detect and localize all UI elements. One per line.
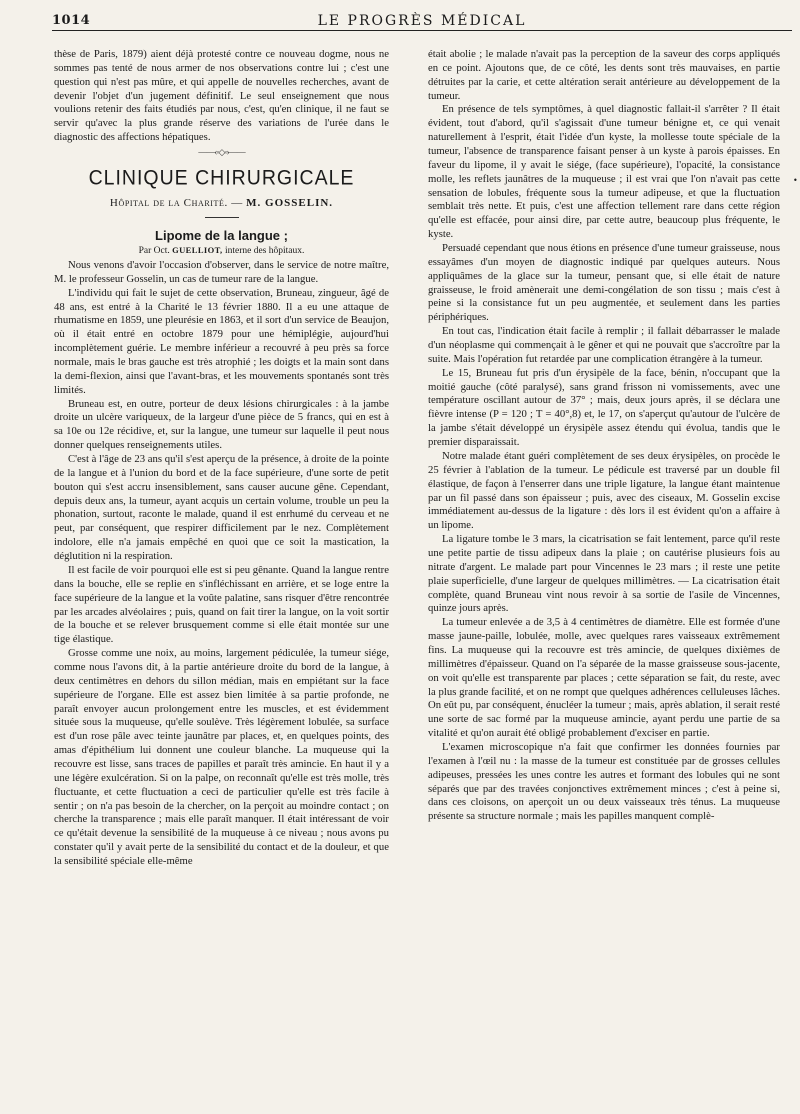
body-paragraph: Persuadé cependant que nous étions en présence d'une tumeur graisseuse, nous essayâmes d'un moyen de diagnostic indiqué par quelques auteurs. Nous appliquâmes de la glace sur la tumeur, pensant que, si elle était de nature graisseuse, le froid amènerait une demi-congélation de son tissu ; mais c'est à peine si la consistance fut un peu augmentée, et seulement dans les parties périphériques. xyxy=(428,242,780,324)
byline xyxy=(54,244,389,258)
article-title: Lipome de la langue ; xyxy=(155,228,288,244)
ornamental-divider: ——‹◦◇◦›—— xyxy=(198,147,245,158)
section-title: CLINIQUE CHIRURGICALE xyxy=(88,165,355,191)
body-paragraph: Notre malade étant guéri complètement de ses deux érysipèles, on procède le 25 février à l'ablation de la tumeur. Le pédicule est traversé par un double fil élastique, de façon à l'enserrer dans une triple ligature, la langue étant maintenue par un fil passé dans son épaisseur ; puis, avec des ciseaux, M. Gosselin excise immédiatement au-dessus de la ligature : dès lors il est évident qu'on a affaire à un lipome. xyxy=(428,449,780,532)
short-rule-divider xyxy=(205,217,239,218)
body-paragraph: Grosse comme une noix, au moins, largement pédiculée, la tumeur siége, comme nous l'avons dit, à la partie antérieure droite du bord de la langue, à deux centimètres en dehors du sillon médian, mais en empiétant sur la face supérieure de l'organe. Elle est assez bien limitée à sa partie profonde, ne paraît envoyer aucun prolongement entre les muscles, et est évidemment située sous la muqueuse, qu'elle soulève. Très légèrement lobulée, sa surface est d'un rose pâle avec teinte jaunâtre par places, et, en quelques points, des amas d'épithélium lui donnent une couleur blanche. La muqueuse qui la recouvre est lisse, sans traces de papilles et paraît très amincie. En haut il y a une légère exulcération. Si on la palpe, on reconnaît qu'elle est très molle, très fluctuante, et cette fluctuation a ceci de particulier qu'elle est très facile à sentir ; on n'a pas besoin de la chercher, on la perçoit au moindre contact ; on cherche la transparence ; mais elle paraît manquer. Il était intéressant de voir ce qu'était devenue la sensibilité de la muqueuse à ce niveau ; nous avons pu constater qu'il y avait perte de la sensibilité du contact et de la douleur, et que la sensibilité spéciale elle-même xyxy=(54,647,389,867)
body-paragraph: L'individu qui fait le sujet de cette observation, Bruneau, zingueur, âgé de 48 ans, est entré à la Charité le 13 février 1880. Il a eu une attaque de rhumatisme en 1859, une pleurésie en 1863, et il sort d'un service de Beaujon, où il était entré en octobre 1879 pour une hémiplégie, aujourd'hui incomplètement guérie. Le membre inférieur a recouvré à peu près sa force normale, mais le bras gauche est très atrophié ; les doigts et la main sont dans la demi-flexion, ainsi que l'avant-bras, et les mouvements spontanés sont très limités. xyxy=(54,286,389,396)
body-paragraph: En présence de tels symptômes, à quel diagnostic fallait-il s'arrêter ? Il était évident, tout d'abord, qu'il s'agissait d'une tumeur bénigne et, ce qui venait naturellement à l'esprit, était l'idée d'un kyste, la mollesse toute spéciale de la tumeur, l'absence de transparence faisant penser à un kyste à parois épaisses. En faveur du lipome, il y avait le siége, (face supérieure), l'opacité, la consistance molle, les reflets jaunâtres de la muqueuse ; il est vrai que l'on n'avait pas cette sensation de lobules, fréquente sous la tumeur adipeuse, et que la fluctuation semblait très nette. Et puis, c'est une affection tellement rare dans cette région qu'elle est effacée, pour ainsi dire, par cette autre, beaucoup plus fréquente, le kyste. xyxy=(428,103,780,241)
byline-prefix: Par Oct. xyxy=(138,246,170,257)
body-paragraph: C'est à l'âge de 23 ans qu'il s'est aperçu de la présence, à droite de la pointe de la langue et à l'union du bord et de la face supérieure, d'une sorte de petit bouton qui s'est accru insensiblement, sans causer aucune gêne. Cependant, depuis deux ans, la tumeur, ayant acquis un certain volume, trouble un peu la phonation, surtout, raconte le malade, quand il est enrhumé du cerveau et ne peut, par conséquent, que respirer difficilement par le nez. Complètement indolore, elle n'a jamais empêché en quoi que ce soit la mastication, la déglutition ni la respiration. xyxy=(54,453,389,563)
page-header xyxy=(52,8,792,31)
body-paragraph: Bruneau est, en outre, porteur de deux lésions chirurgicales : à la jambe droite un ulcère variqueux, de la largeur d'une pièce de 5 francs, qui en est à sa 10e ou 12e récidive, et, sur la langue, une tumeur sur laquelle il peut nous donner quelques renseignements utiles. xyxy=(54,397,389,452)
byline-suffix: interne des hôpitaux. xyxy=(224,246,305,257)
body-paragraph: L'examen microscopique n'a fait que confirmer les données fournies par l'examen à l'œil nu : la masse de la tumeur est constituée par de grosses cellules adipeuses, pressées les unes contre les autres et formant des lobules qui ne sont séparés que par des travées conjonctives extrêmement minces ; c'est à peine si, dans ces cloisons, on aperçoit un ou deux vaisseaux très ténus. La muqueuse présente sa structure normale ; mais les papilles manquent complè- xyxy=(428,740,780,823)
page-number: 1014 xyxy=(52,13,91,28)
hospital-name: Hôpital de la Charité. — xyxy=(109,197,243,210)
body-paragraph: Il est facile de voir pourquoi elle est si peu gênante. Quand la langue rentre dans la bouche, elle se replie en s'infléchissant en arrière, et se loge entre la face supérieure de la langue et la voûte palatine, sans risquer d'être rencontrée par les arcades alvéolaires ; puis, quand on fait tirer la langue, on la voit sortir de la bouche et se relever brusquement comme si elle était montée sur une tige élastique. xyxy=(54,563,389,646)
body-paragraph: Nous venons d'avoir l'occasion d'observer, dans le service de notre maître, M. le professeur Gosselin, un cas de tumeur rare de la langue. xyxy=(54,259,389,285)
surgeon-name: M. GOSSELIN. xyxy=(246,197,334,210)
left-column xyxy=(54,48,389,1100)
intro-paragraph: thèse de Paris, 1879) aient déjà protesté contre ce nouveau dogme, nous ne sommes pas tenté de nous armer de nos observations contre lui ; c'est une question qui n'est pas mûre, et qui appelle de nouvelles recherches, avant de devenir l'objet d'un jugement définitif. Le seul enseignement que nous voulions retenir des faits étudiés par nous, c'est, qu'en clinique, il ne faut se servir qu'avec la plus grande réserve des variations de l'urée dans le diagnostic des affections hépatiques. xyxy=(54,48,389,144)
body-paragraph: était abolie ; le malade n'avait pas la perception de la saveur des corps appliqués en ce point. Ajoutons que, de ce côté, les dents sont très mauvaises, en partie détruites par la carie, et cette altération serait antérieure au développement de la tumeur. xyxy=(428,48,780,102)
body-paragraph: La tumeur enlevée a de 3,5 à 4 centimètres de diamètre. Elle est formée d'une masse jaune-paille, lobulée, molle, avec quelques rares vaisseaux extrêmement fins. La muqueuse qui la recouvre est très amincie, de quelques dixièmes de millimètres d'épaisseur. Quand on l'a séparée de la masse graisseuse sous-jacente, on voit qu'elle est transparente par places ; cette séparation se fait, du reste, avec la plus grande facilité, et on ne rompt que quelques adhérences celluleuses lâches. On eût pu, par conséquent, énucléer la tumeur ; mais, après ablation, il serait resté une sorte de sac formé par la muqueuse amincie, ayant perdu une partie de sa vitalité et qu'on aurait été obligé probablement d'exciser en partie. xyxy=(428,616,780,740)
byline-author: GUELLIOT, xyxy=(172,245,223,256)
hospital-line xyxy=(54,195,389,211)
body-paragraph: Le 15, Bruneau fut pris d'un érysipèle de la face, bénin, n'occupant que la moitié gauche (côté paralysé), sans grand frisson ni vomissements, avec une température oscillant autour de 37° ; mais, deux jours après, il se déclara une fièvre intense (P = 120 ; T = 40°,8) et, le 17, on s'aperçut qu'autour de l'ulcère de la jambe s'était développé un érysipèle assez étendu qui évolua, tandis que le premier disparaissait. xyxy=(428,366,780,449)
body-paragraph: La ligature tombe le 3 mars, la cicatrisation se fait lentement, parce qu'il reste une petite partie de tissu adipeux dans la plaie ; on cautérise plusieurs fois au nitrate d'argent. Le malade part pour Vincennes le 23 mars ; il reste une petite plaie superficielle, d'une largeur de quelques millimètres. — La cicatrisation était complète, quand Bruneau vint nous revoir à sa sortie de l'asile de Vincennes, quinze jours après. xyxy=(428,533,780,615)
right-column xyxy=(428,48,780,1100)
body-paragraph: En tout cas, l'indication était facile à remplir ; il fallait débarrasser le malade d'un néoplasme qui commençait à le gêner et qui ne pouvait que s'accroître par la suite. Mais l'opération fut retardée par une complication étrangère à la tumeur. xyxy=(428,325,780,365)
journal-title: LE PROGRÈS MÉDICAL xyxy=(317,13,527,29)
margin-mark: • xyxy=(793,176,798,185)
